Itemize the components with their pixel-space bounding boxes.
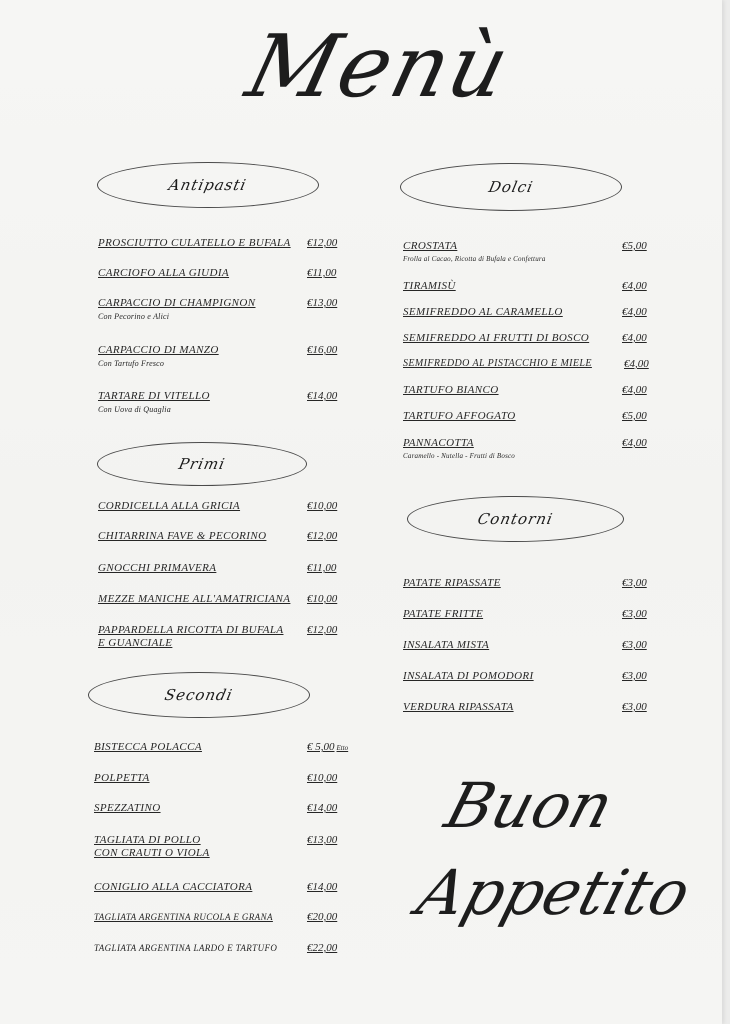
list-item: TIRAMISÙ	[403, 280, 456, 292]
section-heading-dolci: Dolci	[400, 163, 622, 211]
list-item: CORDICELLA ALLA GRICIA	[98, 500, 241, 512]
menu-title: Menù	[237, 17, 521, 117]
item-price: €11,00	[307, 267, 337, 279]
list-item: PATATE FRITTE	[403, 608, 484, 620]
list-item: TARTUFO AFFOGATO	[403, 410, 516, 422]
item-price: €4,00	[622, 437, 647, 449]
closing-line-2: Appetito	[409, 856, 699, 929]
list-item: CARCIOFO ALLA GIUDIA	[98, 267, 230, 279]
list-item: SEMIFREDDO AL PISTACCHIO E MIELE	[403, 358, 592, 369]
section-heading-secondi: Secondi	[88, 672, 310, 718]
list-item: TAGLIATA ARGENTINA RUCOLA E GRANA	[94, 912, 273, 922]
item-price: €3,00	[622, 670, 647, 682]
item-price: €13,00	[307, 834, 338, 846]
list-item: TARTUFO BIANCO	[403, 384, 499, 396]
item-price: €14,00	[307, 390, 338, 402]
item-price: €16,00	[307, 344, 338, 356]
section-heading-antipasti: Antipasti	[97, 162, 319, 208]
list-item: POLPETTA	[94, 772, 150, 784]
item-price: €10,00	[307, 500, 338, 512]
list-item: VERDURA RIPASSATA	[403, 701, 514, 713]
item-price: €11,00	[307, 562, 337, 574]
list-item: TARTARE DI VITELLO Con Uova di Quaglia	[98, 390, 210, 414]
list-item: CROSTATA Frolla al Cacao, Ricotta di Bufala e Confettura	[403, 240, 546, 263]
closing-line-1: Buon	[437, 769, 622, 842]
item-price: €4,00	[624, 358, 649, 370]
list-item: SEMIFREDDO AI FRUTTI DI BOSCO	[403, 332, 590, 344]
item-price: €4,00	[622, 384, 647, 396]
item-price: € 5,00 Etto	[307, 741, 349, 753]
list-item: SPEZZATINO	[94, 802, 161, 814]
list-item: PANNACOTTA Caramello - Nutella - Frutti di Bosco	[403, 437, 516, 460]
item-price: €12,00	[307, 530, 338, 542]
item-price: €3,00	[622, 701, 647, 713]
item-price: €4,00	[622, 306, 647, 318]
list-item: CARPACCIO DI CHAMPIGNON Con Pecorino e Alici	[98, 297, 256, 321]
item-price: €3,00	[622, 608, 647, 620]
item-price: €4,00	[622, 332, 647, 344]
list-item: PAPPARDELLA RICOTTA DI BUFALA E GUANCIALE	[98, 624, 284, 649]
item-price: €22,00	[307, 942, 338, 954]
item-price: €10,00	[307, 772, 338, 784]
item-price: €5,00	[622, 240, 647, 252]
list-item: CONIGLIO ALLA CACCIATORA	[94, 881, 253, 893]
section-heading-primi: Primi	[97, 442, 307, 486]
item-price: €12,00	[307, 624, 338, 636]
item-price: €14,00	[307, 802, 338, 814]
item-price: €14,00	[307, 881, 338, 893]
item-price: €13,00	[307, 297, 338, 309]
list-item: MEZZE MANICHE ALL'AMATRICIANA	[98, 593, 291, 605]
list-item: INSALATA MISTA	[403, 639, 490, 651]
item-price: €4,00	[622, 280, 647, 292]
list-item: PATATE RIPASSATE	[403, 577, 501, 589]
item-price: €12,00	[307, 237, 338, 249]
list-item: TAGLIATA DI POLLO CON CRAUTI O VIOLA	[94, 834, 210, 859]
item-price: €20,00	[307, 911, 338, 923]
item-price: €10,00	[307, 593, 338, 605]
list-item: BISTECCA POLACCA	[94, 741, 202, 753]
list-item: PROSCIUTTO CULATELLO E BUFALA	[98, 237, 291, 249]
item-price: €3,00	[622, 639, 647, 651]
list-item: TAGLIATA ARGENTINA LARDO E TARTUFO	[94, 943, 278, 953]
list-item: INSALATA DI POMODORI	[403, 670, 534, 682]
list-item: CHITARRINA FAVE & PECORINO	[98, 530, 267, 542]
list-item: CARPACCIO DI MANZO Con Tartufo Fresco	[98, 344, 219, 368]
item-price: €3,00	[622, 577, 647, 589]
list-item: SEMIFREDDO AL CARAMELLO	[403, 306, 563, 318]
section-heading-contorni: Contorni	[407, 496, 624, 542]
item-price: €5,00	[622, 410, 647, 422]
list-item: GNOCCHI PRIMAVERA	[98, 562, 217, 574]
